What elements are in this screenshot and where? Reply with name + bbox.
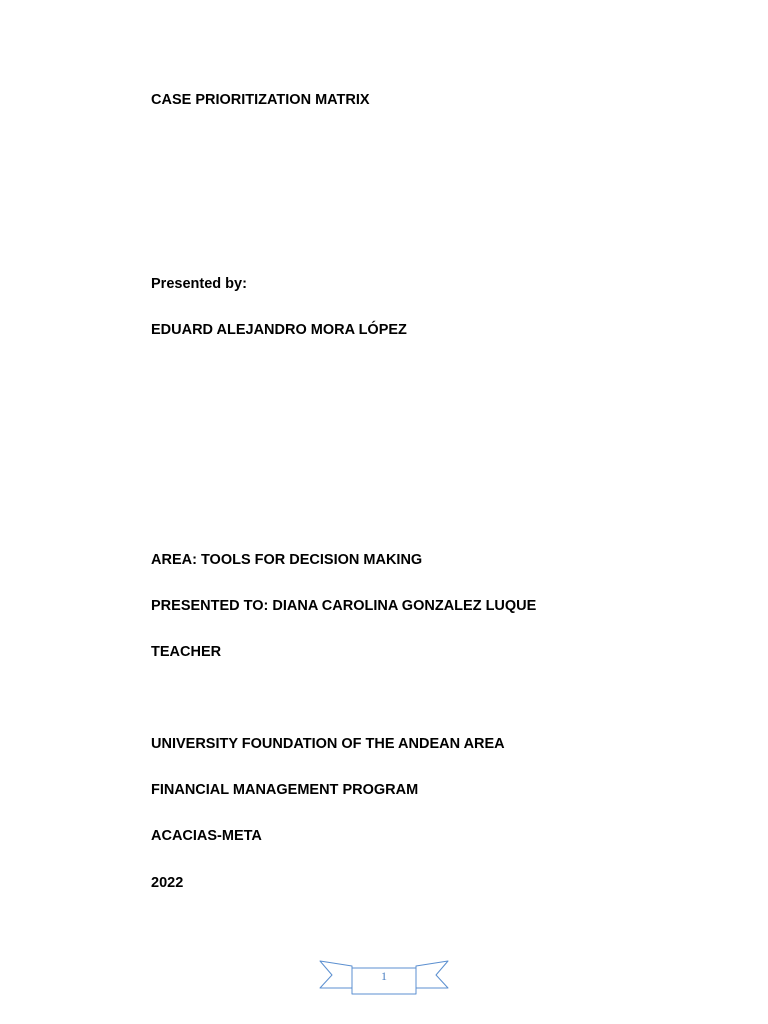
teacher-role: TEACHER <box>151 644 222 660</box>
page-number: 1 <box>381 969 387 983</box>
presented-by-label: Presented by: <box>151 276 247 292</box>
page-title: CASE PRIORITIZATION MATRIX <box>151 92 370 108</box>
area-line: AREA: TOOLS FOR DECISION MAKING <box>151 552 423 568</box>
author-name: EDUARD ALEJANDRO MORA LÓPEZ <box>151 322 407 338</box>
year-line: 2022 <box>151 875 184 891</box>
presented-to-line: PRESENTED TO: DIANA CAROLINA GONZALEZ LUQUE <box>151 598 537 614</box>
institution-name: UNIVERSITY FOUNDATION OF THE ANDEAN AREA <box>151 736 505 752</box>
program-name: FINANCIAL MANAGEMENT PROGRAM <box>151 782 419 798</box>
location-line: ACACIAS-META <box>151 828 262 844</box>
